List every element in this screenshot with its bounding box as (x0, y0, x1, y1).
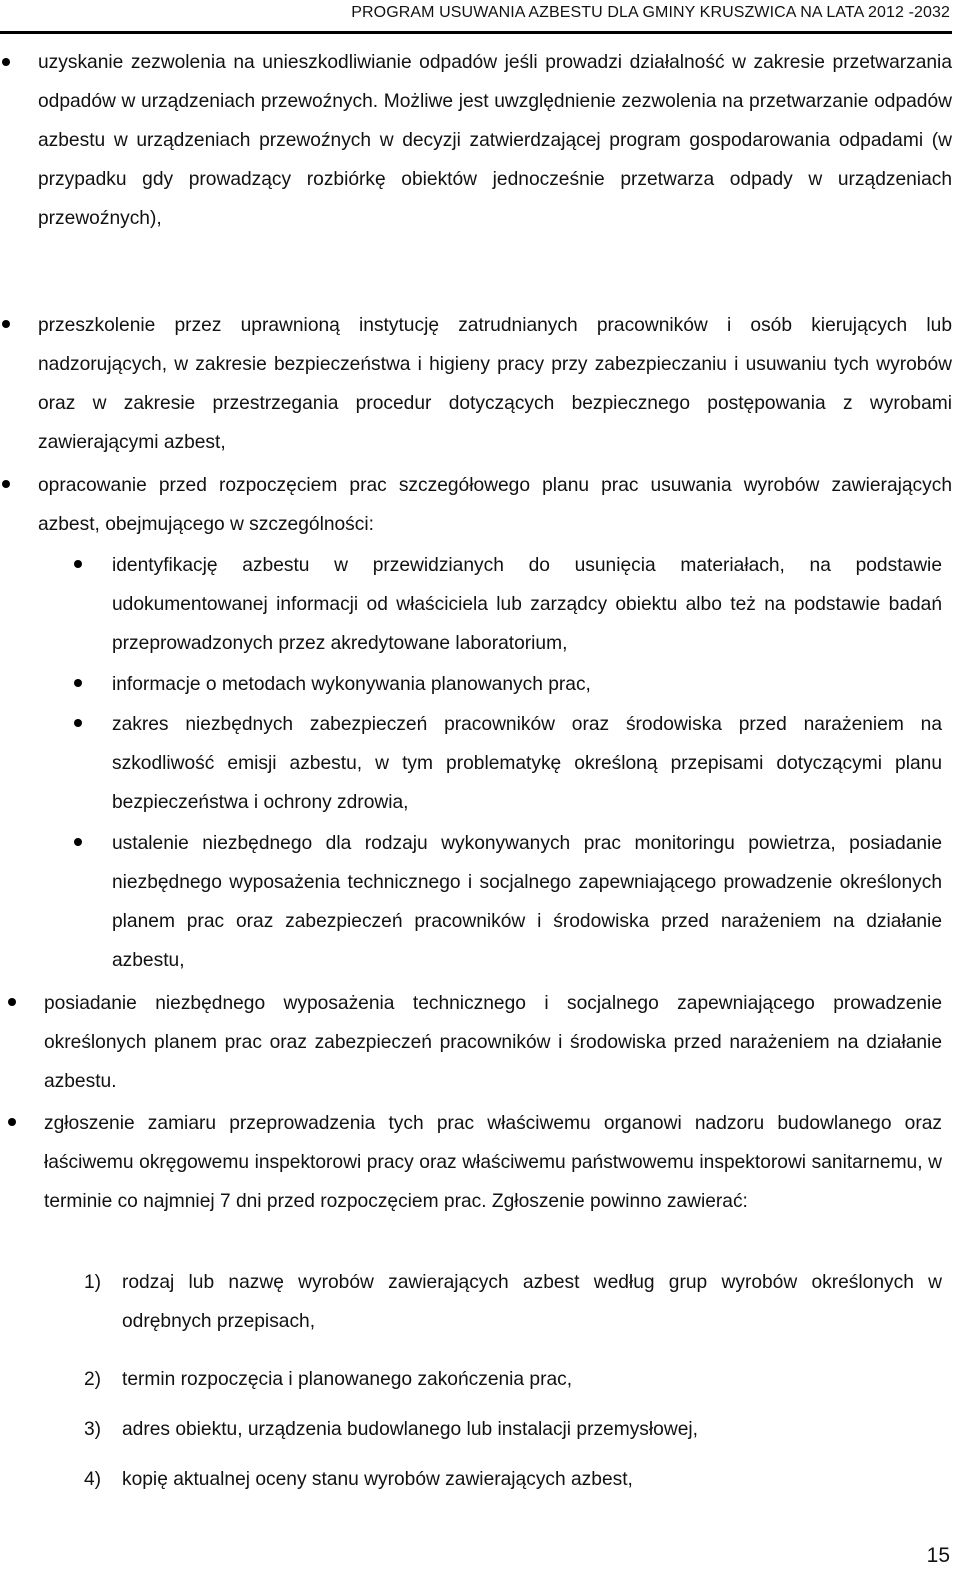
sub-list-item: ustalenie niezbędnego dla rodzaju wykonywanych prac monitoringu powietrza, posiadanie niezbędnego wyposażenia technicznego i socjalnego zapewniającego prowadzenie określonych planem prac oraz zabezpieczeń pracowników i środowiska przed narażeniem na działanie azbestu, (112, 833, 942, 971)
sub-bullet-icon (74, 560, 82, 568)
numbered-item: termin rozpoczęcia i planowanego zakończenia prac, (122, 1369, 573, 1390)
sub-list-item: informacje o metodach wykonywania planowanych prac, (112, 674, 591, 695)
bullet-icon (8, 998, 16, 1006)
list-number: 4) (84, 1469, 102, 1490)
bullet-icon (8, 1118, 16, 1126)
list-number: 2) (84, 1369, 102, 1390)
list-number: 1) (84, 1272, 102, 1293)
sub-bullet-icon (74, 719, 82, 727)
page-header (0, 4, 950, 22)
list-number: 3) (84, 1419, 102, 1440)
sub-list-item: identyfikację azbestu w przewidzianych do usunięcia materiałach, na podstawie udokumentowanej informacji od właściciela lub zarządcy obiektu albo też na podstawie badań przeprowadzonych przez akredytowane laboratorium, (112, 555, 942, 654)
list-item: zgłoszenie zamiaru przeprowadzenia tych prac właściwemu organowi nadzoru budowlanego oraz łaściwemu okręgowemu inspektorowi pracy oraz właściwemu państwowemu inspektorowi sanitarnemu, w terminie co najmniej 7 dni przed rozpoczęciem prac. Zgłoszenie powinno zawierać: (44, 1113, 942, 1212)
page-number: 15 (926, 1544, 950, 1567)
list-item: przeszkolenie przez uprawnioną instytucję zatrudnianych pracowników i osób kierujących lub nadzorujących, w zakresie bezpieczeństwa i higieny pracy przy zabezpieczaniu i usuwaniu tych wyrobów oraz w zakresie przestrzegania procedur dotyczących bezpiecznego postępowania z wyrobami zawierającymi azbest, (38, 315, 952, 453)
sub-bullet-icon (74, 838, 82, 846)
header-title: PROGRAM USUWANIA AZBESTU DLA GMINY KRUSZWICA NA LATA 2012 -2032 (351, 4, 950, 21)
bullet-icon (2, 58, 10, 66)
header-divider (0, 31, 952, 34)
sub-list-item: zakres niezbędnych zabezpieczeń pracowników oraz środowiska przed narażeniem na szkodliwość emisji azbestu, w tym problematykę określoną przepisami dotyczącymi planu bezpieczeństwa i ochrony zdrowia, (112, 714, 942, 813)
sub-bullet-icon (74, 679, 82, 687)
bullet-icon (2, 320, 10, 328)
list-item: opracowanie przed rozpoczęciem prac szczegółowego planu prac usuwania wyrobów zawierających azbest, obejmującego w szczególności: (38, 475, 952, 535)
bullet-icon (2, 480, 10, 488)
list-item: uzyskanie zezwolenia na unieszkodliwianie odpadów jeśli prowadzi działalność w zakresie przetwarzania odpadów w urządzeniach przewoźnych. Możliwe jest uwzględnienie zezwolenia na przetwarzanie odpadów azbestu w urządzeniach przewoźnych w decyzji zatwierdzającej program gospodarowania odpadami (w przypadku gdy prowadzący rozbiórkę obiektów jednocześnie przetwarza odpady w urządzeniach przewoźnych), (38, 52, 952, 229)
numbered-item: rodzaj lub nazwę wyrobów zawierających azbest według grup wyrobów określonych w odrębnych przepisach, (122, 1272, 942, 1332)
numbered-item: adres obiektu, urządzenia budowlanego lub instalacji przemysłowej, (122, 1419, 698, 1440)
numbered-item: kopię aktualnej oceny stanu wyrobów zawierających azbest, (122, 1469, 633, 1490)
list-item: posiadanie niezbędnego wyposażenia technicznego i socjalnego zapewniającego prowadzenie określonych planem prac oraz zabezpieczeń pracowników i środowiska przed narażeniem na działanie azbestu. (44, 993, 942, 1092)
